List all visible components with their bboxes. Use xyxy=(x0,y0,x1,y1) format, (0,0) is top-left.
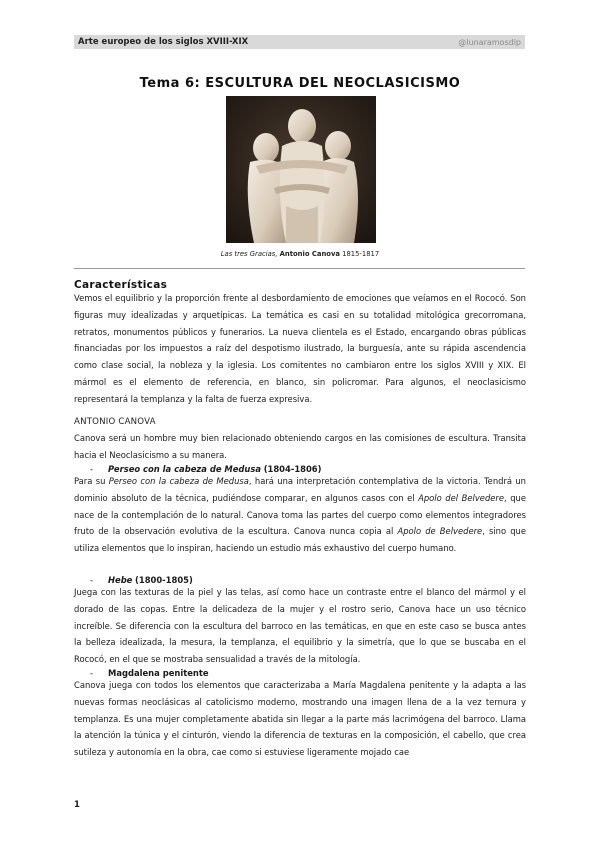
paragraph-magdalena: Canova juega con todos los elementos que caracterizaba a María Magdalena penitente y la adapta a las nuevas formas neoclásicas al catolicismo moderno, mostrando una imagen llena de a la vez ternura y templanza. Es una mujer completamente abatida sin llegar a la parte más lacrimógena del barroco. Llama la atención la túnica y el cinturón, viendo la diferencia de texturas en la composición, el cabello, que crea sutileza y autonomía en la obra, cae como si estuviese ligeramente mojado cae xyxy=(74,680,526,758)
paragraph-canova-intro: Canova será un hombre muy bien relacionado obteniendo cargos en las comisiones de escultura. Transita hacia el Neoclasicismo a su manera. xyxy=(74,433,526,460)
sculpture-photo xyxy=(226,96,376,243)
text-run: , que nace de la contemplación de lo natural. Canova toma las partes del cuerpo como elementos integradores fruto de la observación evolutiva de la escultura. Canova nunca copia al xyxy=(74,492,526,537)
bullet-years: (1800-1805) xyxy=(135,575,193,585)
subheading-antonio-canova: ANTONIO CANOVA xyxy=(74,417,156,427)
page-title: Tema 6: ESCULTURA DEL NEOCLASICISMO xyxy=(139,76,461,91)
bullet-title: Magdalena penitente xyxy=(108,668,209,678)
bullet-dash: - xyxy=(90,464,94,474)
work-reference: Apolo de Belvedere xyxy=(397,526,483,537)
paragraph-perseo xyxy=(74,473,526,557)
bullet-years: (1804-1806) xyxy=(263,464,322,474)
text-run: , sino que utiliza elementos que lo inspiran, haciendo un estudio más exhaustivo del cuerpo humano. xyxy=(74,526,526,554)
figure-caption xyxy=(0,250,600,258)
paragraph-caracteristicas: Vemos el equilibrio y la proporción frente al desbordamiento de emociones que veíamos en el Rococó. Son figuras muy idealizadas y arquetípicas. La temática es casi en su totalidad mitológica grecorromana, retratos, monumentos públicos y funerarios. La nueva clientela es el Estado, encargando obras públicas financiadas por los impuestos a raíz del despotismo ilustrado, la burguesía, ante su rápida ascendencia como clase social, la nobleza y la iglesia. Los comitentes no cambiaron entre los siglos XVIII y XIX. El mármol es el elemento de referencia, en blanco, sin policromar. Para algunos, el neoclasicismo representará la templanza y la falta de fuerza expresiva. xyxy=(74,293,526,404)
header-course-title: Arte europeo de los siglos XVIII-XIX xyxy=(78,37,249,47)
work-reference: Perseo con la cabeza de Medusa xyxy=(108,476,249,486)
caption-author: Antonio Canova xyxy=(279,250,340,258)
section-heading-caracteristicas: Características xyxy=(74,279,168,291)
text-run: , hará una interpretación contemplativa de la victoria. Tendrá un dominio absoluto de la técnica, pudiéndose comparar, en algunos casos con el xyxy=(74,476,526,503)
header-author-handle: @lunaramosdlp xyxy=(458,37,521,47)
caption-date: 1815-1817 xyxy=(342,250,380,258)
page-number: 1 xyxy=(74,800,80,810)
bullet-title: Hebe xyxy=(108,575,133,585)
bullet-dash: - xyxy=(90,668,94,678)
caption-work-title: Las tres Gracias, xyxy=(220,250,278,258)
page-header xyxy=(74,35,525,49)
bullet-title: Perseo con la cabeza de Medusa xyxy=(108,464,262,474)
three-graces-image xyxy=(226,96,376,243)
bullet-dash: - xyxy=(90,575,94,585)
work-reference: Apolo del Belvedere xyxy=(418,492,505,503)
paragraph-hebe: Juega con las texturas de la piel y las telas, así como hace un contraste entre el blanco del mármol y el dorado de las copas. Entre la delicadeza de la mujer y el rostro serio, Canova hace un uso técnico increíble. Se diferencia con la escultura del barroco en las temáticas, en que en este caso se busca antes la belleza idealizada, la mesura, la templanza, el equilibrio y la simetría, que lo que se buscaba en el Rococó, en el que se mostraba sensualidad a través de la mitología. xyxy=(74,587,526,665)
horizontal-divider xyxy=(74,268,525,269)
text-run: Para su xyxy=(74,476,109,486)
